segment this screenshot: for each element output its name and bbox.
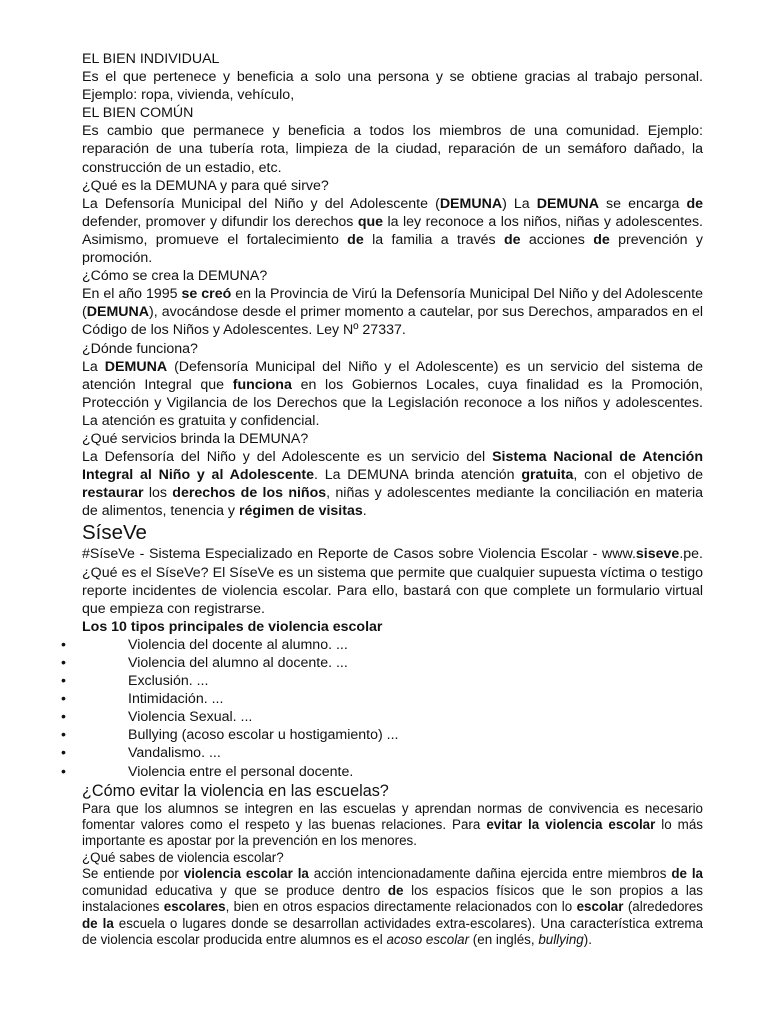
list-tipos-violencia (61, 636, 703, 781)
bullet-icon: • (61, 636, 66, 653)
bold-run: DEMUNA (86, 304, 149, 321)
text-run: ), avocándose desde el primer momento a cautelar, por sus Derechos, amparados en el Código de los Niños y Adolescentes. Ley Nº 27337. (82, 304, 703, 339)
bold-run: siseve (635, 546, 680, 563)
list-item (61, 672, 703, 690)
text-run: defender, promover y difundir los derechos (82, 213, 358, 230)
list-item-text: Violencia entre el personal docente. (128, 763, 354, 780)
question-donde-funciona: ¿Dónde funciona? (82, 340, 198, 357)
paragraph-bien-comun: Es cambio que permanece y beneficia a todos los miembros de una comunidad. Ejemplo: reparación de una tubería rota, limpieza de la ciudad, reparación de un semáforo dañado, la construcción de un estadio, etc. (82, 123, 703, 176)
list-item (61, 708, 703, 726)
bold-run: gratuita (521, 467, 574, 484)
title-como-evitar: ¿Cómo evitar la violencia en las escuelas? (82, 781, 389, 800)
text-run: Se entiende por (82, 866, 184, 882)
heading-bien-individual: EL BIEN INDIVIDUAL (82, 51, 220, 67)
bold-run: violencia escolar la (183, 866, 309, 882)
bold-run: DEMUNA (439, 195, 503, 212)
bold-run: de (686, 195, 703, 212)
list-item-text: Intimidación. ... (128, 691, 224, 708)
paragraph-como-se-crea (82, 285, 703, 339)
bullet-icon: • (61, 691, 66, 708)
bold-run: funciona (232, 376, 292, 393)
bullet-icon: • (61, 763, 66, 780)
list-item-text: Violencia Sexual. ... (128, 709, 253, 726)
bold-run: DEMUNA (104, 358, 168, 375)
text-run: comunidad educativa y que se produce dentro (82, 882, 388, 898)
heading-bien-comun: EL BIEN COMÚN (82, 105, 194, 122)
bold-run: DEMUNA (536, 195, 599, 212)
list-item-text: Violencia del alumno al docente. ... (128, 655, 348, 671)
text-run: acciones (520, 231, 594, 248)
text-run: . (362, 503, 367, 520)
text-run: ). (583, 931, 592, 947)
list-item-text: Vandalismo. ... (128, 745, 221, 762)
text-run: .pe. ¿Qué es el SíseVe? El SíseVe es un sistema que permite que cualquier supuesta víctima o testigo reporte incidentes de violencia escolar. Para ello, bastará con que complete un formulario virtual que empieza con registrarse. (82, 546, 703, 617)
bold-run: que (357, 213, 384, 230)
bold-run: de (347, 231, 364, 248)
bold-run: de (387, 882, 404, 898)
text-run: (Defensoría Municipal del Niño y el Adolescente) es un servicio del sistema de atención Integral que (82, 358, 703, 393)
text-run: , bien en otros espacios directamente relacionados con lo (225, 899, 577, 915)
text-run: #SíseVe - Sistema Especializado en Reporte de Casos sobre Violencia Escolar - www. (82, 546, 636, 563)
bold-run: de la (671, 866, 703, 882)
italic-run: bullying (538, 931, 584, 947)
paragraph-donde-funciona (82, 358, 703, 430)
list-item-text: Bullying (acoso escolar u hostigamiento) ... (128, 727, 399, 744)
text-run: en la Provincia de Virú la Defensoría Municipal Del Niño y del Adolescente ( (82, 286, 703, 321)
text-run: la ley reconoce a los niños, niñas y adolescentes. Asimismo, promueve el fortalecimiento (82, 213, 703, 248)
text-run: (en inglés, (469, 931, 539, 947)
text-run: . La DEMUNA brinda atención (314, 467, 522, 484)
bullet-icon: • (61, 745, 66, 762)
text-run: Para que los alumnos se integren en las escuelas y aprendan normas de convivencia es necesario fomentar valores como el respeto y las buenas relaciones. Para (82, 800, 703, 833)
bold-run: de la (82, 915, 114, 931)
text-run: lo más importante es apostar por la prevención en los menores. (82, 817, 703, 849)
text-run: En el año 1995 (82, 286, 182, 303)
text-run: La (82, 358, 105, 375)
paragraph-demuna (82, 195, 703, 267)
heading-tipos-violencia: Los 10 tipos principales de violencia escolar (82, 618, 383, 635)
text-run: , con el objetivo de (573, 467, 703, 484)
question-servicios: ¿Qué servicios brinda la DEMUNA? (82, 430, 309, 447)
bold-run: régimen de visitas (238, 503, 363, 520)
text-run: la familia a través (363, 231, 504, 248)
bullet-icon: • (61, 673, 66, 690)
bold-run: de (504, 231, 521, 248)
list-item-text: Exclusión. ... (128, 673, 209, 690)
text-run: prevención y promoción. (82, 231, 703, 267)
text-run: ) La (502, 195, 537, 212)
text-run: escuela o lugares donde se desarrollan actividades extra-escolares). Una característica extrema de violencia escolar producida entre alumnos es el (82, 915, 703, 947)
text-run: (alrededores (623, 899, 703, 915)
list-item (61, 763, 703, 781)
text-run: se encarga (598, 195, 687, 212)
bold-run: evitar la violencia escolar (486, 817, 656, 833)
question-que-es-demuna: ¿Qué es la DEMUNA y para qué sirve? (82, 177, 329, 194)
text-run: , niñas y adolescentes mediante la conciliación en materia de alimentos, tenencia y (82, 485, 703, 520)
bold-run: restaurar (82, 485, 144, 502)
bold-run: escolares (163, 899, 226, 915)
title-siseve: SíseVe (82, 521, 147, 545)
paragraph-como-evitar (82, 801, 703, 850)
bold-run: Sistema Nacional de Atención Integral al Niño y al Adolescente (82, 449, 703, 484)
text-run: los espacios físicos que le son propios a las instalaciones (82, 882, 703, 915)
bold-run: se creó (181, 286, 232, 303)
bullet-icon: • (61, 727, 66, 744)
bold-run: de (593, 231, 610, 248)
text-run: La Defensoría del Niño y del Adolescente es un servicio del (82, 449, 493, 466)
paragraph-siseve (82, 545, 703, 617)
list-item (61, 744, 703, 762)
question-que-sabes: ¿Qué sabes de violencia escolar? (82, 849, 284, 865)
bullet-icon: • (61, 655, 66, 671)
paragraph-servicios (82, 448, 703, 520)
text-run: los (143, 485, 173, 502)
bold-run: escolar (576, 899, 624, 915)
text-run: La Defensoría Municipal del Niño y del Adolescente ( (82, 195, 440, 212)
paragraph-bien-individual: Es el que pertenece y beneficia a solo una persona y se obtiene gracias al trabajo personal. Ejemplo: ropa, vivienda, vehículo, (82, 69, 703, 104)
italic-run: acoso escolar (386, 931, 470, 947)
bold-run: derechos de los niños (172, 485, 327, 502)
list-item-text: Violencia del docente al alumno. ... (128, 636, 348, 653)
text-run: en los Gobiernos Locales, cuya finalidad es la Promoción, Protección y Vigilancia de los Derechos que la Legislación reconoce a los niños y adolescentes. La atención es gratuita y confidencial. (82, 376, 704, 429)
list-item (61, 636, 703, 654)
paragraph-que-sabes (82, 866, 703, 948)
text-run: acción intencionadamente dañina ejercida entre miembros (308, 866, 672, 882)
question-como-se-crea: ¿Cómo se crea la DEMUNA? (82, 268, 268, 285)
list-item (61, 654, 703, 672)
list-item (61, 726, 703, 744)
bullet-icon: • (61, 709, 66, 726)
list-item (61, 690, 703, 708)
